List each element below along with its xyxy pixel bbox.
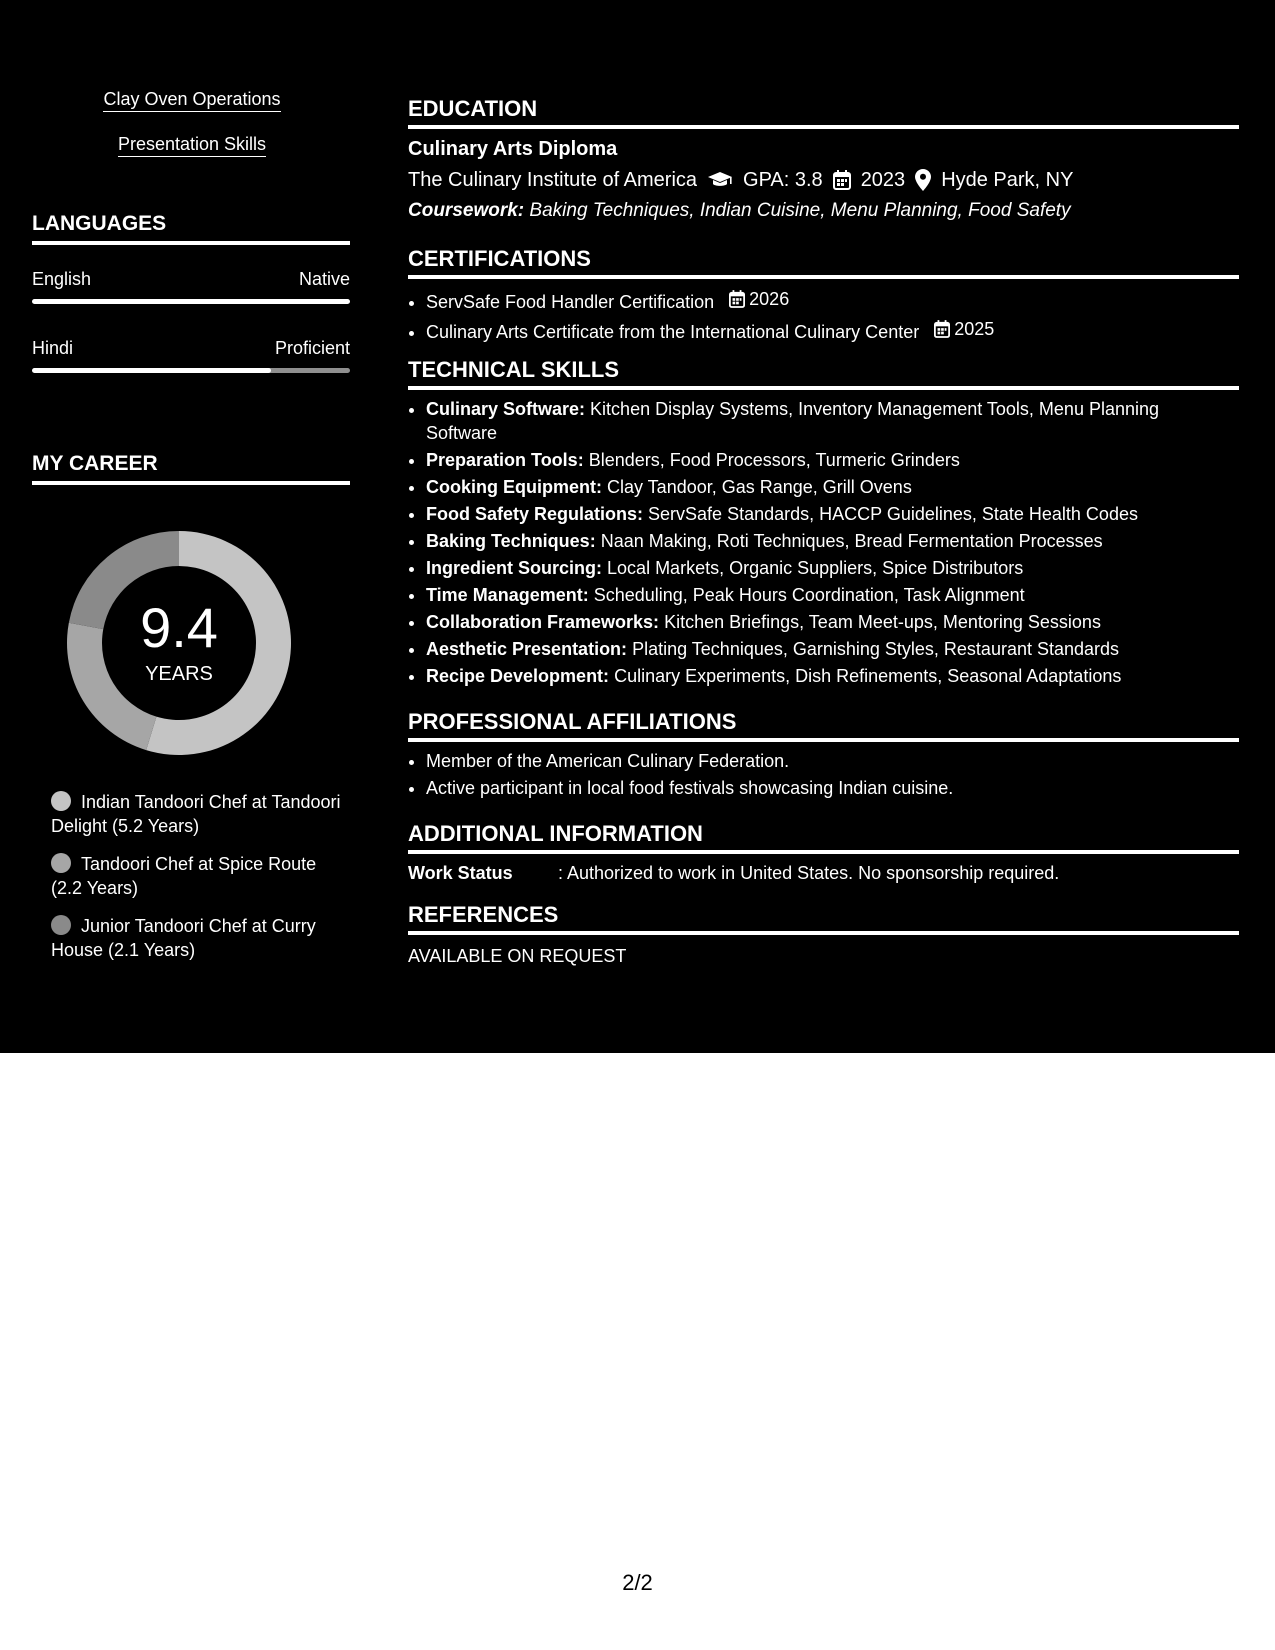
certification-date (934, 317, 994, 341)
certification-date (729, 287, 789, 311)
skill-detail: Plating Techniques, Garnishing Styles, Restaurant Standards (632, 639, 1120, 659)
skill-detail: Local Markets, Organic Suppliers, Spice Distributors (607, 558, 1024, 578)
career-legend-item (51, 790, 351, 838)
skill-category: Baking Techniques: (426, 531, 596, 551)
certifications-heading: CERTIFICATIONS (408, 246, 1239, 279)
language-row (32, 337, 350, 359)
technical-skill-item (426, 583, 1226, 607)
legend-dot-icon (51, 853, 71, 873)
career-legend-label: Tandoori Chef at Spice Route (2.2 Years) (51, 854, 317, 898)
work-status-value: : Authorized to work in United States. No sponsorship required. (558, 863, 1060, 883)
technical-skill-item (426, 637, 1226, 661)
career-donut-chart (66, 530, 292, 756)
technical-skill-item (426, 397, 1226, 445)
skill-category: Ingredient Sourcing: (426, 558, 603, 578)
skill-detail: Clay Tandoor, Gas Range, Grill Ovens (607, 477, 912, 497)
skill-detail: Culinary Experiments, Dish Refinements, Seasonal Adaptations (614, 666, 1122, 686)
skill-category: Collaboration Frameworks: (426, 612, 660, 632)
affiliations-heading: PROFESSIONAL AFFILIATIONS (408, 709, 1239, 742)
language-name: Hindi (32, 338, 74, 358)
language-level: Native (298, 269, 350, 289)
career-total-years: 9.4 (140, 596, 218, 659)
work-status-label: Work Status (408, 863, 513, 883)
language-row (32, 268, 350, 290)
calendar-icon (833, 170, 851, 190)
language-level: Proficient (274, 338, 350, 358)
language-proficiency-fill (32, 299, 350, 304)
skill-category: Recipe Development: (426, 666, 610, 686)
career-legend-item (51, 852, 351, 900)
education-details (408, 167, 1073, 193)
career-legend-label: Indian Tandoori Chef at Tandoori Delight (5.2 Years) (51, 792, 341, 836)
skill-category: Preparation Tools: (426, 450, 584, 470)
technical-skills-heading: TECHNICAL SKILLS (408, 357, 1239, 390)
certifications-list (408, 287, 1226, 347)
education-school: The Culinary Institute of America (408, 169, 698, 191)
page-number: 2/2 (622, 1570, 653, 1595)
references-text: AVAILABLE ON REQUEST (408, 946, 627, 966)
references-heading: REFERENCES (408, 902, 1239, 935)
certification-name: ServSafe Food Handler Certification (426, 292, 715, 312)
skill-label: Presentation Skills (118, 134, 266, 157)
technical-skill-item (426, 610, 1226, 634)
technical-skill-item (426, 664, 1226, 688)
technical-skill-item (426, 475, 1226, 499)
skill-item (32, 88, 352, 110)
technical-skills-list (408, 397, 1226, 691)
skill-detail: Naan Making, Roti Techniques, Bread Fermentation Processes (600, 531, 1103, 551)
language-proficiency-fill (32, 368, 271, 373)
career-legend-item (51, 914, 351, 962)
calendar-icon (934, 320, 950, 338)
skill-category: Food Safety Regulations: (426, 504, 644, 524)
skill-detail: Scheduling, Peak Hours Coordination, Task Alignment (593, 585, 1025, 605)
language-name: English (32, 269, 92, 289)
graduation-cap-icon (707, 171, 733, 189)
language-proficiency-bar (32, 368, 350, 373)
skill-label: Clay Oven Operations (103, 89, 280, 112)
education-heading: EDUCATION (408, 96, 1239, 129)
education-gpa: GPA: 3.8 (743, 169, 823, 191)
legend-dot-icon (51, 791, 71, 811)
additional-info-heading: ADDITIONAL INFORMATION (408, 821, 1239, 854)
technical-skill-item (426, 502, 1226, 526)
work-status-row (408, 861, 1059, 885)
education-coursework (408, 198, 1071, 224)
education-location: Hyde Park, NY (941, 169, 1074, 191)
skill-detail: Kitchen Briefings, Team Meet-ups, Mentoring Sessions (664, 612, 1101, 632)
education-year: 2023 (860, 169, 906, 191)
skill-category: Cooking Equipment: (426, 477, 602, 497)
skill-category: Culinary Software: (426, 399, 586, 419)
technical-skill-item (426, 529, 1226, 553)
affiliations-list (408, 749, 1226, 803)
career-heading: MY CAREER (32, 451, 350, 485)
coursework-list: Baking Techniques, Indian Cuisine, Menu Planning, Food Safety (529, 200, 1071, 221)
certification-year: 2026 (749, 289, 790, 309)
education-degree: Culinary Arts Diploma (408, 138, 618, 160)
technical-skill-item (426, 556, 1226, 580)
certification-item (426, 287, 1226, 314)
skill-item (32, 133, 352, 155)
skill-category: Aesthetic Presentation: (426, 639, 628, 659)
affiliation-item: • Member of the American Culinary Federation. (426, 749, 1226, 773)
affiliation-item: • Active participant in local food festivals showcasing Indian cuisine. (426, 776, 1226, 800)
skill-category: Time Management: (426, 585, 589, 605)
calendar-icon (729, 290, 745, 308)
skill-detail: Kitchen Display Systems, Inventory Management Tools, Menu Planning Software (426, 399, 1160, 443)
legend-dot-icon (51, 915, 71, 935)
certification-name: Culinary Arts Certificate from the International Culinary Center (426, 322, 920, 342)
skill-detail: Blenders, Food Processors, Turmeric Grinders (588, 450, 960, 470)
skill-detail: ServSafe Standards, HACCP Guidelines, State Health Codes (648, 504, 1138, 524)
languages-heading: LANGUAGES (32, 211, 350, 245)
location-pin-icon (915, 169, 931, 191)
certification-year: 2025 (954, 319, 995, 339)
language-proficiency-bar (32, 299, 350, 304)
career-legend-label: Junior Tandoori Chef at Curry House (2.1 Years) (51, 916, 316, 960)
technical-skill-item (426, 448, 1226, 472)
coursework-label: Coursework: (408, 200, 525, 221)
career-total-unit: YEARS (145, 663, 213, 685)
certification-item (426, 317, 1226, 344)
